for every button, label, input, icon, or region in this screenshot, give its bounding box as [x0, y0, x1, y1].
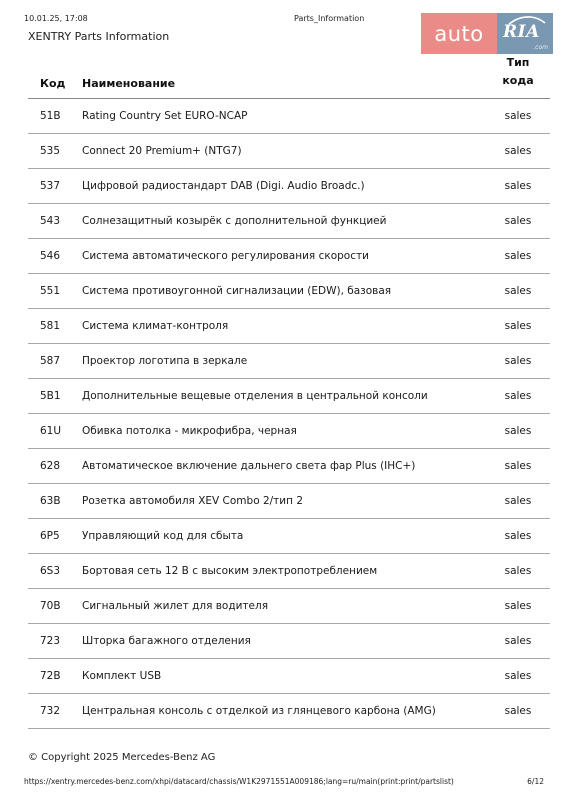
cell-type: sales	[486, 239, 550, 274]
cell-type: sales	[486, 659, 550, 694]
cell-code: 723	[28, 624, 72, 659]
page-title: XENTRY Parts Information	[28, 30, 170, 43]
cell-code: 51B	[28, 99, 72, 134]
print-url: https://xentry.mercedes-benz.com/xhpi/datacard/chassis/W1K2971551A009186;lang=ru/main(print:print/partslist)	[24, 777, 454, 786]
cell-code: 61U	[28, 414, 72, 449]
print-doc-title: Parts_Information	[294, 14, 365, 23]
cell-name: Солнезащитный козырёк с дополнительной функцией	[72, 204, 486, 239]
cell-name: Центральная консоль с отделкой из глянцевого карбона (AMG)	[72, 694, 486, 729]
table-row	[28, 589, 550, 624]
cell-name: Цифровой радиостандарт DAB (Digi. Audio Broadc.)	[72, 169, 486, 204]
cell-code: 537	[28, 169, 72, 204]
cell-type: sales	[486, 519, 550, 554]
cell-name: Управляющий код для сбыта	[72, 519, 486, 554]
table-row	[28, 344, 550, 379]
table-row	[28, 99, 550, 134]
table-row	[28, 134, 550, 169]
table-row	[28, 554, 550, 589]
table-row	[28, 694, 550, 729]
print-datetime: 10.01.25, 17:08	[24, 14, 88, 23]
cell-name: Проектор логотипа в зеркале	[72, 344, 486, 379]
logo-auto-part	[421, 13, 497, 54]
cell-code: 70B	[28, 589, 72, 624]
cell-name: Дополнительные вещевые отделения в центральной консоли	[72, 379, 486, 414]
table-row	[28, 624, 550, 659]
cell-code: 551	[28, 274, 72, 309]
cell-type: sales	[486, 554, 550, 589]
column-header-name: Наименование	[72, 54, 486, 99]
parts-table	[28, 54, 550, 729]
copyright-text: © Copyright 2025 Mercedes-Benz AG	[28, 752, 216, 763]
cell-type: sales	[486, 99, 550, 134]
column-header-type-line1: Тип	[506, 56, 530, 69]
cell-name: Connect 20 Premium+ (NTG7)	[72, 134, 486, 169]
table-row	[28, 239, 550, 274]
cell-name: Бортовая сеть 12 В с высоким электропотреблением	[72, 554, 486, 589]
cell-name: Комплект USB	[72, 659, 486, 694]
cell-code: 732	[28, 694, 72, 729]
cell-code: 546	[28, 239, 72, 274]
cell-type: sales	[486, 169, 550, 204]
cell-code: 6P5	[28, 519, 72, 554]
cell-name: Автоматическое включение дальнего света фар Plus (IHC+)	[72, 449, 486, 484]
cell-code: 543	[28, 204, 72, 239]
cell-type: sales	[486, 589, 550, 624]
logo-ria-text: RIA	[503, 22, 540, 42]
cell-name: Система климат-контроля	[72, 309, 486, 344]
cell-type: sales	[486, 134, 550, 169]
table-row	[28, 414, 550, 449]
cell-name: Rating Country Set EURO-NCAP	[72, 99, 486, 134]
cell-code: 628	[28, 449, 72, 484]
table-row	[28, 519, 550, 554]
table-row	[28, 484, 550, 519]
cell-type: sales	[486, 379, 550, 414]
cell-name: Розетка автомобиля XEV Combo 2/тип 2	[72, 484, 486, 519]
table-row	[28, 309, 550, 344]
column-header-type	[486, 54, 550, 99]
cell-type: sales	[486, 204, 550, 239]
cell-code: 6S3	[28, 554, 72, 589]
logo-auto-text: auto	[434, 21, 484, 46]
cell-type: sales	[486, 344, 550, 379]
cell-type: sales	[486, 309, 550, 344]
cell-code: 581	[28, 309, 72, 344]
cell-type: sales	[486, 624, 550, 659]
table-row	[28, 659, 550, 694]
cell-type: sales	[486, 274, 550, 309]
cell-type: sales	[486, 694, 550, 729]
cell-name: Система автоматического регулирования скорости	[72, 239, 486, 274]
table-row	[28, 379, 550, 414]
column-header-code: Код	[28, 54, 72, 99]
cell-code: 535	[28, 134, 72, 169]
cell-code: 587	[28, 344, 72, 379]
cell-code: 72B	[28, 659, 72, 694]
cell-name: Обивка потолка - микрофибра, черная	[72, 414, 486, 449]
cell-name: Сигнальный жилет для водителя	[72, 589, 486, 624]
autoria-watermark-logo	[421, 13, 553, 54]
cell-name: Шторка багажного отделения	[72, 624, 486, 659]
cell-type: sales	[486, 484, 550, 519]
page-number: 6/12	[527, 777, 544, 786]
table-header-row	[28, 54, 550, 99]
column-header-type-line2: кода	[502, 74, 534, 87]
table-row	[28, 274, 550, 309]
logo-domain-text: .com	[533, 44, 548, 51]
cell-type: sales	[486, 414, 550, 449]
cell-code: 5B1	[28, 379, 72, 414]
table-row	[28, 449, 550, 484]
table-row	[28, 204, 550, 239]
cell-code: 63B	[28, 484, 72, 519]
cell-name: Система противоугонной сигнализации (EDW), базовая	[72, 274, 486, 309]
logo-ria-part	[497, 13, 553, 54]
table-row	[28, 169, 550, 204]
cell-type: sales	[486, 449, 550, 484]
